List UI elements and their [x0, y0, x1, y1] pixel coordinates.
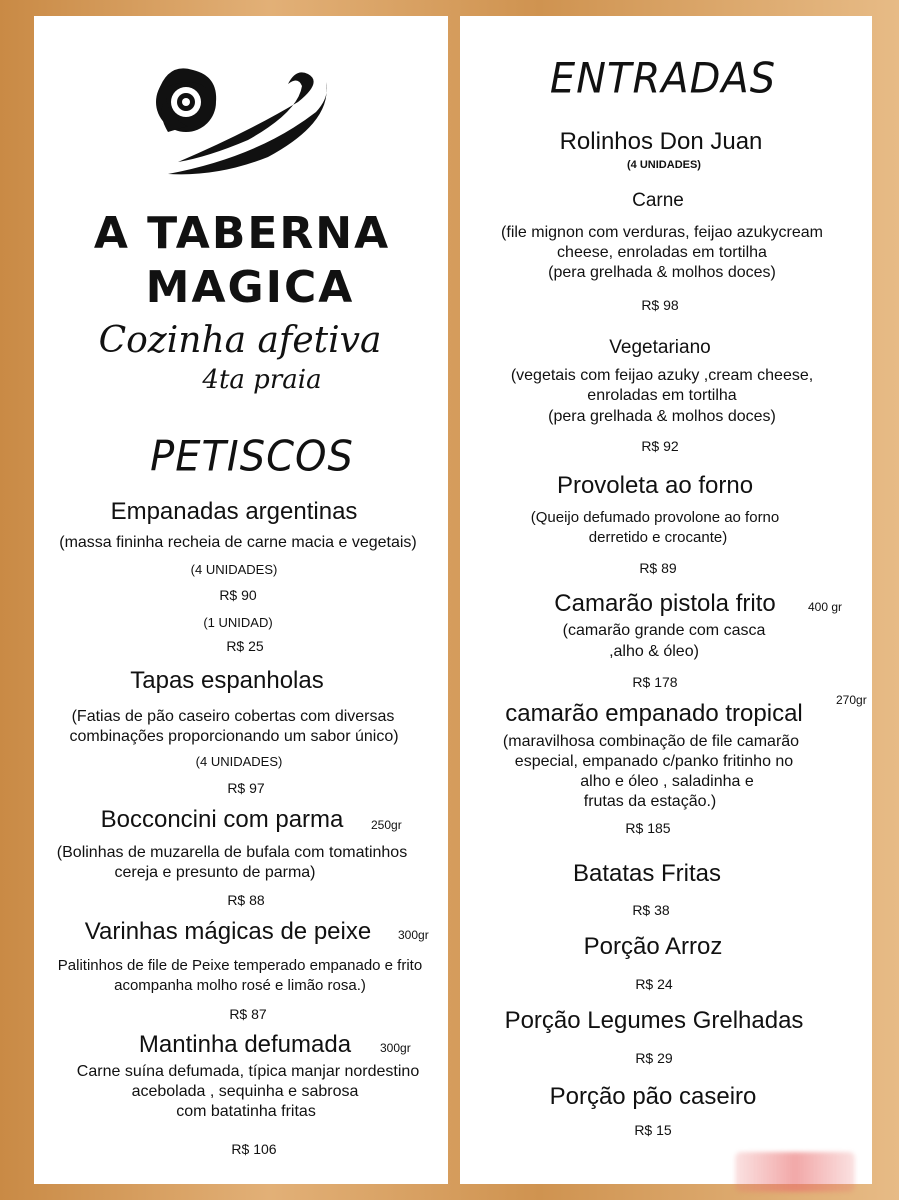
item-title: Varinhas mágicas de peixe — [84, 918, 372, 945]
brand-name-line1: A TABERNA — [93, 208, 391, 259]
item-title: Rolinhos Don Juan — [559, 128, 763, 155]
item-description: Palitinhos de file de Peixe temperado empanado e frito — [57, 957, 423, 974]
item-price: R$ 185 — [625, 820, 671, 836]
item-weight: 270gr — [836, 693, 867, 707]
item-description: (pera grelhada & molhos doces) — [548, 264, 776, 281]
item-price: R$ 90 — [219, 587, 257, 603]
item-price: R$ 15 — [634, 1122, 672, 1138]
item-price: R$ 38 — [632, 902, 670, 918]
item-title: Porção Arroz — [583, 933, 723, 960]
item-title: Porção pão caseiro — [549, 1083, 757, 1110]
item-price: R$ 92 — [641, 438, 679, 454]
item-description: alho e óleo , saladinha e — [580, 773, 754, 790]
item-title: Porção Legumes Grelhadas — [504, 1007, 804, 1034]
section-heading-petiscos: PETISCOS — [150, 432, 354, 482]
item-description: (camarão grande com casca — [562, 622, 766, 639]
item-description: combinações proporcionando um sabor único) — [69, 728, 399, 745]
item-quantity: (1 UNIDAD) — [203, 615, 273, 630]
item-weight: 300gr — [380, 1041, 411, 1055]
item-title: Empanadas argentinas — [110, 498, 358, 525]
item-title: Mantinha defumada — [138, 1031, 352, 1058]
item-quantity: (4 UNIDADES) — [627, 159, 701, 171]
item-description: (Bolinhas de muzarella de bufala com tomatinhos — [56, 844, 408, 861]
item-description: cereja e presunto de parma) — [114, 864, 316, 881]
item-description: ,alho & óleo) — [609, 643, 699, 660]
item-description: (Queijo defumado provolone ao forno — [530, 509, 780, 526]
item-description: (vegetais com feijao azuky ,cream cheese, — [510, 367, 814, 384]
item-price: R$ 106 — [231, 1141, 277, 1157]
item-title: Camarão pistola frito — [554, 590, 776, 617]
item-price: R$ 87 — [229, 1006, 267, 1022]
brand-tagline: Cozinha afetiva — [98, 320, 382, 361]
item-description: especial, empanado c/panko fritinho no — [514, 753, 794, 770]
item-subtitle: Vegetariano — [609, 337, 711, 358]
item-title: Tapas espanholas — [130, 667, 324, 694]
item-price: R$ 29 — [635, 1050, 673, 1066]
item-description: com batatinha fritas — [176, 1103, 316, 1120]
item-title: Provoleta ao forno — [556, 472, 754, 499]
item-weight: 400 gr — [808, 600, 843, 614]
item-description: Carne suína defumada, típica manjar nordestino — [76, 1063, 420, 1080]
item-description: enroladas em tortilha — [587, 387, 737, 404]
item-subtitle: Carne — [632, 190, 684, 211]
rose-wave-logo-icon — [148, 62, 338, 182]
item-description: (file mignon com verduras, feijao azukycream — [501, 224, 823, 241]
item-description: (massa fininha recheia de carne macia e vegetais) — [59, 534, 417, 551]
item-price: R$ 88 — [227, 892, 265, 908]
item-price: R$ 24 — [635, 976, 673, 992]
redaction-smear — [735, 1152, 855, 1192]
item-title: Batatas Fritas — [572, 860, 722, 887]
item-price: R$ 97 — [227, 780, 265, 796]
item-description: acebolada , sequinha e sabrosa — [131, 1083, 359, 1100]
item-price: R$ 178 — [632, 674, 678, 690]
item-weight: 250gr — [371, 818, 402, 832]
item-description: (pera grelhada & molhos doces) — [548, 408, 776, 425]
item-quantity: (4 UNIDADES) — [190, 562, 278, 577]
item-description: derretido e crocante) — [588, 529, 728, 546]
brand-location: 4ta praia — [202, 365, 322, 395]
item-description: (Fatias de pão caseiro cobertas com diversas — [71, 708, 395, 725]
item-description: cheese, enroladas em tortilha — [557, 244, 767, 261]
item-description: acompanha molho rosé e limão rosa.) — [114, 977, 366, 994]
item-price: R$ 25 — [226, 638, 264, 654]
section-heading-entradas: ENTRADAS — [549, 54, 777, 104]
item-description: frutas da estação.) — [583, 793, 717, 810]
item-price: R$ 98 — [641, 297, 679, 313]
item-price: R$ 89 — [639, 560, 677, 576]
brand-name-line2: MAGICA — [145, 262, 355, 313]
item-title: Bocconcini com parma — [100, 806, 344, 833]
item-quantity: (4 UNIDADES) — [195, 754, 283, 769]
item-description: (maravilhosa combinação de file camarão — [502, 733, 800, 750]
item-weight: 300gr — [398, 928, 429, 942]
item-title: camarão empanado tropical — [505, 700, 803, 727]
